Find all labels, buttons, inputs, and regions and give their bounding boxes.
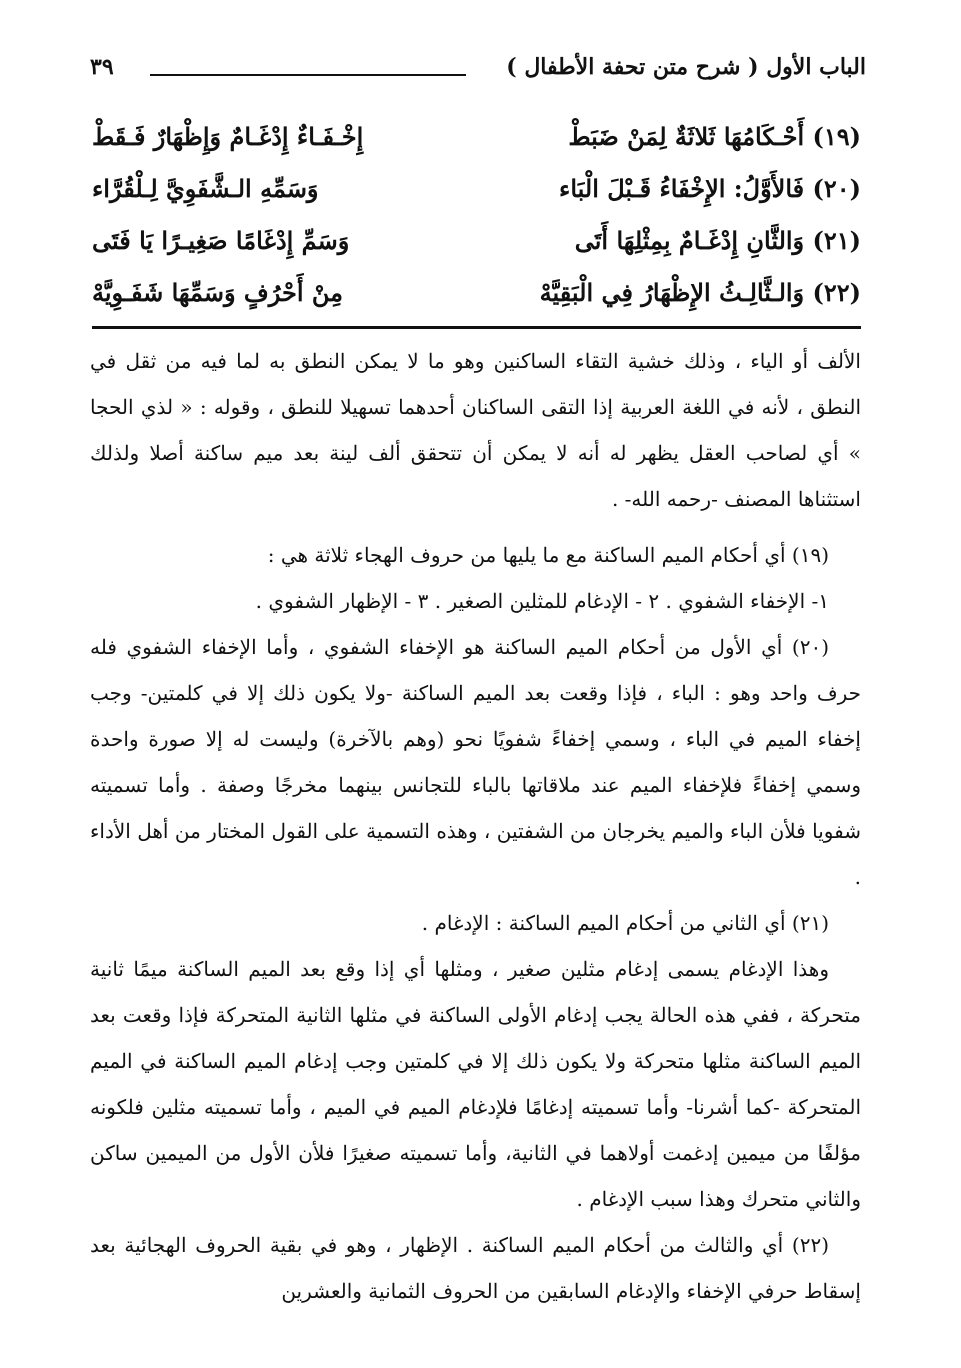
commentary-paragraph: ١- الإخفاء الشفوي . ٢ - الإدغام للمثلين الصغير . ٣ - الإظهار الشفوي . [255, 589, 829, 613]
verse-line [92, 162, 861, 214]
header-rule [150, 74, 466, 76]
verse-second-hemistich: وَسَمِّهِ الـشَّفَوِيَّ لِـلْقُرَّاء [92, 173, 319, 203]
commentary-paragraph: وهذا الإدغام يسمى إدغام مثلين صغير ، ومثلها أي إذا وقع بعد الميم الساكنة ميمًا ثانية متحركة ، ففي هذه الحالة يجب إدغام الأولى الساكنة في مثلها الثانية المتحركة فإذا وقعت بعد الميم الساكنة مثلها متحركة ولا يكون ذلك إلا في كلمتين وجب إدغام الميم الساكنة في الميم المتحركة -كما أشرنا- وأما تسميته إدغامًا فلإدغام الميم في الميم ، وأما تسميته مثلين فلكونه مؤلفًا من ميمين إدغمت أولاهما في الثانية، وأما تسميته صغيرًا فلأن الأول من الميمين ساكن والثاني متحرك وهذا سبب الإدغام . [90, 957, 861, 1211]
commentary-paragraph: (٢١) أي الثاني من أحكام الميم الساكنة : الإدغام . [421, 911, 829, 935]
page-number: ٣٩ [90, 54, 114, 80]
verse-first-hemistich: (٢٢) وَالـثَّالِـثُ الإِظْهَارُ فِي الْبَقِيَّهْ [539, 277, 861, 307]
running-header [90, 54, 866, 94]
verse-second-hemistich: إِخْـفَـاءٌ إِدْغَـامٌ وَإِظْهَارٌ فَـقَطْ [92, 121, 364, 151]
verse-separator-rule [92, 326, 861, 329]
commentary-paragraph: (٢٢) أي والثالث من أحكام الميم الساكنة . الإظهار ، وهو في بقية الحروف الهجائية بعد إسقاط حرفي الإخفاء والإدغام السابقين من الحروف الثمانية والعشرين [90, 1233, 861, 1303]
verse-block [92, 110, 861, 318]
commentary-paragraph: (٢٠) أي الأول من أحكام الميم الساكنة هو الإخفاء الشفوي ، وأما الإخفاء الشفوي فله حرف واحد وهو : الباء ، فإذا وقعت بعد الميم الساكنة -ولا يكون ذلك إلا في كلمتين- وجب إخفاء الميم في الباء ، وسمي إخفاءً شفويًا نحو (وهم بالآخرة) وليست له إلا صورة واحدة وسمي إخفاءً فلإخفاء الميم عند ملاقاتها بالباء للتجانس بينهما مخرجًا وصفة . وأما تسميته شفويا فلأن الباء والميم يخرجان من الشفتين ، وهذه التسمية على القول المختار من أهل الأداء . [90, 635, 861, 889]
verse-line [92, 266, 861, 318]
commentary-body [90, 338, 861, 1314]
verse-first-hemistich: (١٩) أَحْـكَامُهَا ثَلاثَةٌ لِمَنْ ضَبَطْ [568, 121, 861, 151]
commentary-paragraph: (١٩) أي أحكام الميم الساكنة مع ما يليها من حروف الهجاء ثلاثة هي : [267, 543, 829, 567]
verse-second-hemistich: مِنْ أَحْرُفٍ وَسَمِّهَا شَفَـوِيَّهْ [92, 277, 343, 307]
verse-second-hemistich: وَسَمِّ إِدْغَامًا صَغِيـرًا يَا فَتَى [92, 225, 350, 255]
verse-line [92, 214, 861, 266]
verse-line [92, 110, 861, 162]
commentary-paragraph: الألف أو الياء ، وذلك خشية التقاء الساكنين وهو ما لا يمكن النطق به لما فيه من ثقل في النطق ، لأنه في اللغة العربية إذا التقى الساكنان أحدهما تسهيلا للنطق ، وقوله : « لذي الحجا » أي لصاحب العقل يظهر له أنه لا يمكن أن تتحقق ألف لينة بعد ميم ساكنة أصلا ولذلك استثناها المصنف -رحمه الله- . [90, 349, 861, 511]
verse-first-hemistich: (٢٠) فَالأَوَّلُ: الإِخْفَاءُ قَـبْلَ الْبَاء [559, 173, 861, 203]
chapter-title: الباب الأول ( شرح متن تحفة الأطفال ) [506, 54, 866, 80]
verse-first-hemistich: (٢١) وَالثَّانِ إِدْغَـامٌ بِمِثْلِهَا أَتَى [574, 225, 861, 255]
